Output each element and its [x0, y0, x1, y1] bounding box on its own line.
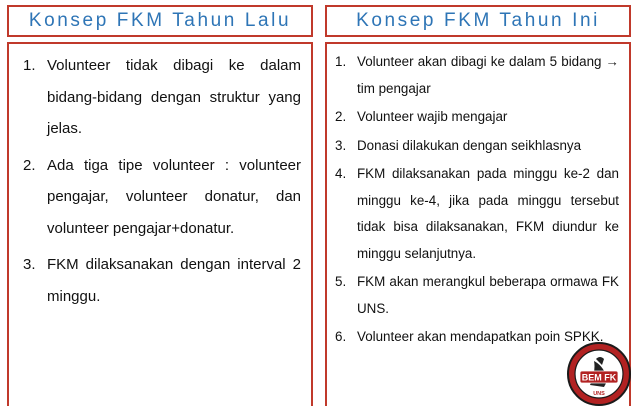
item-text: Volunteer akan dibagi ke dalam 5 bidang → tim pengajar: [357, 54, 619, 96]
list-item: [335, 133, 619, 160]
item-number: 5.: [335, 274, 347, 289]
bem-fk-logo: [566, 341, 632, 407]
item-number: 3.: [23, 256, 36, 273]
item-text: Volunteer tidak dibagi ke dalam bidang-bidang dengan struktur yang jelas.: [47, 57, 301, 137]
list-item: [335, 161, 619, 267]
list-item: [23, 249, 301, 312]
item-text: Volunteer akan mendapatkan poin SPKK.: [357, 329, 604, 344]
list-item: [335, 269, 619, 322]
left-panel: [7, 42, 313, 406]
logo-subtext: UNS: [593, 391, 605, 397]
right-title: Konsep FKM Tahun Ini: [356, 10, 600, 31]
item-number: 1.: [23, 57, 36, 74]
item-text: FKM akan merangkul beberapa ormawa FK UNS.: [357, 274, 619, 316]
item-number: 4.: [335, 166, 347, 181]
item-text: Volunteer wajib mengajar: [357, 109, 508, 124]
item-text: Donasi dilakukan dengan seikhlasnya: [357, 137, 582, 153]
item-text: Ada tiga tipe volunteer : volunteer pengajar, volunteer donatur, dan volunteer pengajar+donatur.: [47, 156, 301, 237]
item-number: 3.: [335, 137, 347, 153]
list-item: [23, 150, 301, 245]
list-item: [335, 49, 619, 102]
right-header: [325, 5, 631, 37]
right-list: [327, 44, 629, 351]
item-number: 2.: [335, 109, 347, 124]
item-text: FKM dilaksanakan dengan interval 2 minggu.: [47, 256, 301, 305]
item-text: FKM dilaksanakan pada minggu ke-2 dan minggu ke-4, jika pada minggu tersebut tidak bisa dilaksanakan, FKM diundur ke minggu selanjutnya.: [357, 166, 619, 261]
list-item: [335, 104, 619, 131]
item-number: 2.: [23, 156, 36, 174]
item-number: 6.: [335, 329, 347, 344]
item-number: 1.: [335, 54, 347, 69]
left-list: [9, 44, 311, 312]
list-item: [23, 50, 301, 145]
logo-text: BEM FK: [581, 372, 617, 383]
left-title: Konsep FKM Tahun Lalu: [28, 10, 292, 31]
left-header: [7, 5, 313, 37]
